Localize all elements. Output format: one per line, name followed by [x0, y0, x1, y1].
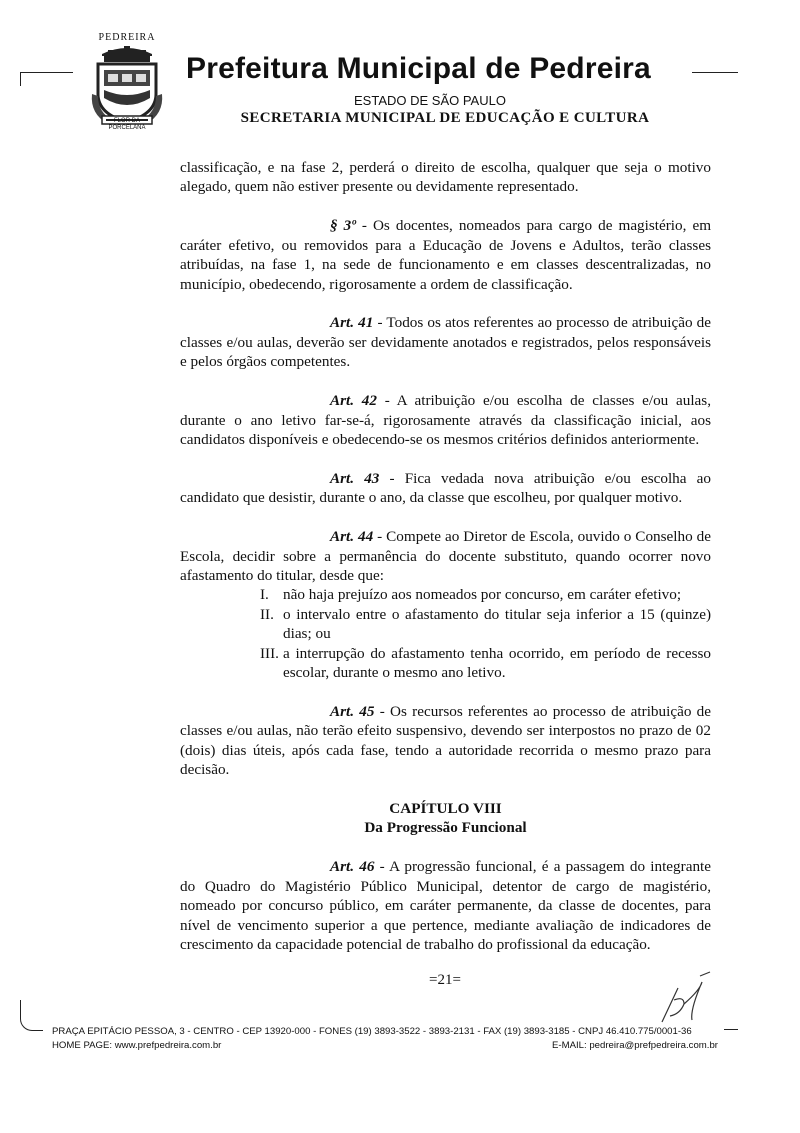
art-43-lead: Art. 43 [330, 469, 380, 487]
paragraph-art-43 [180, 469, 711, 508]
paragraph-art-41 [180, 313, 711, 371]
list-item [180, 585, 711, 604]
paragraph-art-45 [180, 702, 711, 780]
list-item-number: III. [260, 644, 279, 662]
secretaria-label: SECRETARIA MUNICIPAL DE EDUCAÇÃO E CULTURA [240, 110, 650, 126]
footer-left-rule [20, 1000, 43, 1031]
art-41-lead: Art. 41 [330, 314, 374, 332]
list-item-text: o intervalo entre o afastamento do titular seja inferior a 15 (quinze) dias; ou [283, 605, 711, 643]
paragraph-art-42 [180, 391, 711, 449]
art-44-text: - Compete ao Diretor de Escola, ouvido o Conselho de Escola, decidir sobre a permanência do docente substituto, quando ocorrer novo afastamento do titular, desde que: [180, 528, 711, 584]
list-item-text: a interrupção do afastamento tenha ocorrido, em período de recesso escolar, durante o mesmo ano letivo. [283, 644, 711, 682]
art-44-lead: Art. 44 [330, 528, 374, 546]
page-number: =21= [429, 972, 461, 988]
document-body [180, 158, 711, 954]
page-title: Prefeitura Municipal de Pedreira [186, 52, 651, 85]
list-item-text: não haja prejuízo aos nomeados por concurso, em caráter efetivo; [283, 586, 682, 604]
art-43-text: - Fica vedada nova atribuição e/ou escolha ao candidato que desistir, durante o ano, da classe que escolheu, por qualquer motivo. [180, 469, 711, 507]
list-item-number: II. [260, 605, 274, 623]
art-41-text: - Todos os atos referentes ao processo de atribuição de classes e/ou aulas, deverão ser devidamente anotados e registrados, pelos responsáveis e pelos órgãos competentes. [180, 314, 711, 371]
art-45-lead: Art. 45 [330, 702, 375, 720]
section-3-text: - Os docentes, nomeados para cargo de magistério, em caráter efetivo, ou removidos para a Educação de Jovens e Adultos, terão classes atribuídas, na fase 1, na sede de funcionamento e em classes descentralizadas, no município, obedecendo, rigorosamente a ordem de classificação. [180, 217, 712, 293]
art-42-text: - A atribuição e/ou escolha de classes e/ou aulas, durante o ano letivo far-se-á, rigorosamente através da classificação inicial, aos candidatos disponíveis e obedecendo-se os mesmos critérios definidos anteriormente. [180, 392, 711, 448]
state-label: ESTADO DE SÃO PAULO [354, 93, 506, 108]
list-item [180, 644, 711, 683]
paragraph-continuation: classificação, e na fase 2, perderá o direito de escolha, qualquer que seja o motivo alegado, quem não estiver presente ou devidamente representado. [180, 159, 711, 196]
header-left-rule [20, 72, 73, 73]
list-item-number: I. [260, 586, 269, 604]
footer-homepage: HOME PAGE: www.prefpedreira.com.br [52, 1040, 222, 1051]
seal-bottom-text [92, 118, 162, 132]
seal-bottom-line-2: PORCELANA [108, 125, 146, 131]
paragraph-art-46 [180, 857, 711, 954]
art-46-lead: Art. 46 [330, 858, 375, 876]
header-left-vertical [20, 72, 21, 86]
art-46-text: - A progressão funcional, é a passagem do integrante do Quadro do Magistério Público Municipal, detentor de cargo de magistério, nomeado por concurso público, em caráter permanente, da classe de docentes, para nível de vencimento superior a que pertence, mediante avaliação de indicadores de crescimento da capacidade potencial de trabalho do profissional da educação. [180, 858, 711, 953]
section-3-lead: § 3º [330, 217, 356, 235]
art-42-lead: Art. 42 [330, 392, 377, 410]
list-item [180, 605, 711, 644]
paragraph-section-3 [180, 216, 711, 294]
chapter-number: CAPÍTULO VIII [389, 800, 502, 818]
art-45-text: - Os recursos referentes ao processo de atribuição de classes e/ou aulas, não terão efeito suspensivo, devendo ser interpostos no prazo de 02 (dois) dias úteis, após cada fase, tendo a autoridade recorrida o mesmo prazo para decisão. [180, 702, 711, 779]
chapter-title: Da Progressão Funcional [364, 819, 527, 837]
seal-top-text: PEDREIRA [98, 32, 156, 43]
header-right-rule [692, 72, 738, 73]
paragraph-art-44 [180, 527, 711, 585]
seal-bottom-line-1: FLOR DA [113, 118, 140, 124]
footer-email: E-MAIL: pedreira@prefpedreira.com.br [552, 1040, 718, 1051]
footer-address: PRAÇA EPITÁCIO PESSOA, 3 - CENTRO - CEP 13920-000 - FONES (19) 3893-3522 - 3893-2131 - FAX (19) 3893-3185 - CNPJ 46.410.775/0001-36 [52, 1026, 692, 1037]
signature-mark [640, 970, 730, 1030]
